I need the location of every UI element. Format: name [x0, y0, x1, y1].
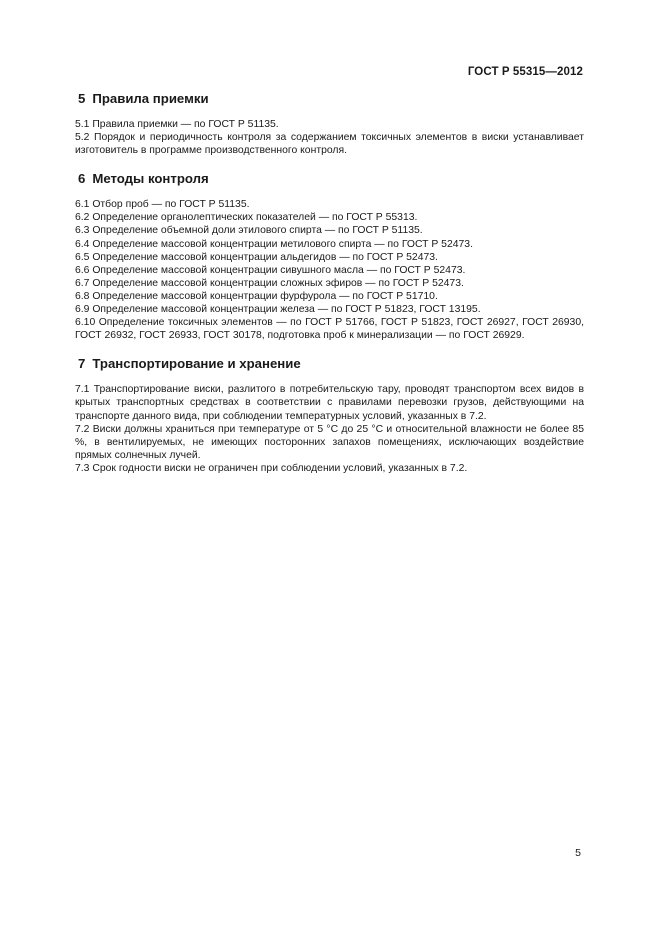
page-number: 5: [575, 847, 581, 859]
section-title: Транспортирование и хранение: [92, 356, 301, 372]
paragraph: 7.2 Виски должны храниться при температуре от 5 °С до 25 °С и относительной влажности не более 85 %, в вентилируемых, не имеющих посторонних запахов помещениях, исключающих воздействие прямых солнечных лучей.: [75, 423, 584, 461]
paragraph: 5.2 Порядок и периодичность контроля за содержанием токсичных элементов в виски устанавливает изготовитель в программе производственного контроля.: [75, 132, 584, 157]
section-title: Методы контроля: [92, 171, 209, 187]
paragraph: 6.4 Определение массовой концентрации метилового спирта — по ГОСТ Р 52473.: [75, 238, 473, 250]
document-code: ГОСТ Р 55315—2012: [467, 66, 583, 78]
section-7: [75, 356, 584, 475]
section-heading: [75, 91, 584, 107]
paragraph: 6.5 Определение массовой концентрации альдегидов — по ГОСТ Р 52473.: [75, 251, 438, 263]
section-number: 6: [78, 171, 86, 187]
section-5: [75, 91, 584, 157]
document-body: [75, 91, 584, 489]
paragraph: 6.3 Определение объемной доли этилового спирта — по ГОСТ Р 51135.: [75, 225, 423, 237]
paragraph: 6.7 Определение массовой концентрации сложных эфиров — по ГОСТ Р 52473.: [75, 277, 464, 289]
paragraph: 7.1 Транспортирование виски, разлитого в потребительскую тару, проводят транспортом всех видов в крытых транспортных средствах в соответствии с правилами перевозки грузов, действующими на транспорте данного вида, при соблюдении температурных условий, указанных в 7.2.: [75, 384, 584, 422]
paragraph: 5.1 Правила приемки — по ГОСТ Р 51135.: [75, 119, 279, 130]
section-title: Правила приемки: [92, 91, 209, 106]
section-heading: [75, 356, 584, 372]
paragraph: 6.10 Определение токсичных элементов — по ГОСТ Р 51766, ГОСТ Р 51823, ГОСТ 26927, ГОСТ 26930, ГОСТ 26932, ГОСТ 26933, ГОСТ 30178, подготовка проб к минерализации — по ГОСТ 26929.: [75, 317, 584, 342]
paragraph: 6.2 Определение органолептических показателей — по ГОСТ Р 55313.: [75, 212, 418, 224]
paragraph: 7.3 Срок годности виски не ограничен при соблюдении условий, указанных в 7.2.: [75, 462, 468, 474]
section-number: 5: [78, 91, 86, 106]
paragraph: 6.1 Отбор проб — по ГОСТ Р 51135.: [75, 199, 250, 211]
section-6: [75, 171, 584, 342]
paragraph: 6.6 Определение массовой концентрации сивушного масла — по ГОСТ Р 52473.: [75, 264, 466, 276]
section-heading: [75, 171, 584, 187]
paragraph: 6.8 Определение массовой концентрации фурфурола — по ГОСТ Р 51710.: [75, 290, 438, 302]
paragraph: 6.9 Определение массовой концентрации железа — по ГОСТ Р 51823, ГОСТ 13195.: [75, 304, 481, 316]
section-number: 7: [78, 356, 86, 372]
